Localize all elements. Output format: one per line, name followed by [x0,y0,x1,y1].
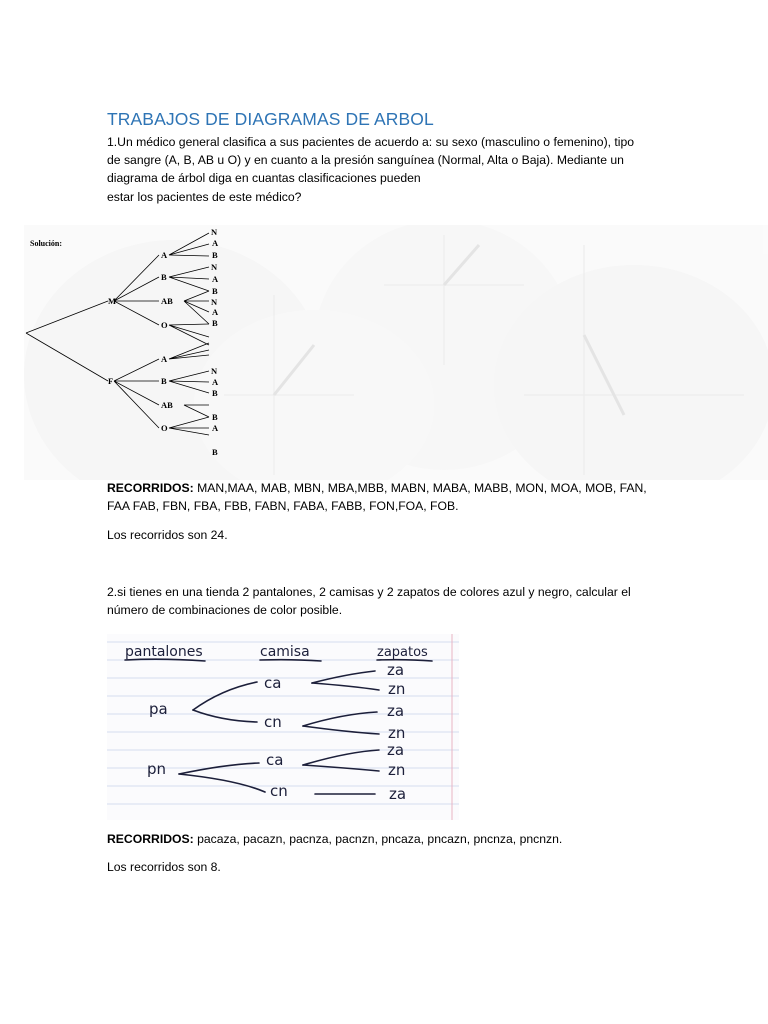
pressure-label-a: A [212,377,219,387]
problem-2-total: Los recorridos son 8. [107,860,221,874]
pressure-label-n: N [211,366,218,376]
shoe-label-zn: zn [388,724,406,742]
problem-2-statement [107,583,667,619]
problem-1-line: estar los pacientes de este médico? [107,189,302,204]
pressure-label-a: A [212,423,219,433]
recorridos-line [107,479,667,497]
pants-label-pn: pn [147,760,167,778]
shoe-label-za: za [387,741,405,759]
blood-label-b: B [161,272,167,282]
blood-type-tree-diagram [24,225,768,480]
shirt-label-ca: ca [266,751,284,769]
recorridos-values: MAN,MAA, MAB, MBN, MBA,MBB, MABN, MABA, MABB, MON, MOA, MOB, FAN, [197,481,647,495]
blood-label-ab: AB [161,296,173,306]
header-camisa: camisa [260,644,310,660]
pressure-label-n: N [211,297,218,307]
pressure-label-a: A [212,238,219,248]
blood-label-b: B [161,376,167,386]
recorridos-values: pacaza, pacazn, pacnza, pacnzn, pncaza, pncazn, pncnza, pncnzn. [197,832,563,846]
sex-label-m: M [108,296,117,306]
pressure-label-b: B [212,447,218,457]
pressure-label-a: A [212,274,219,284]
pressure-label-n: N [211,227,218,237]
blood-label-ab: AB [161,400,173,410]
pants-label-pa: pa [149,700,168,718]
blood-label-o: O [161,320,168,330]
shoe-label-za: za [387,661,405,679]
watermark-background [24,225,768,480]
pressure-label-b: B [212,412,218,422]
shoe-label-za: za [387,702,405,720]
shoe-label-zn: zn [388,761,406,779]
blood-label-a: A [161,250,168,260]
problem-1-line: de sangre (A, B, AB u O) y en cuanto a la presión sanguínea (Normal, Alta o Baja). Mediante un [107,153,624,168]
recorridos-line: FAA FAB, FBN, FBA, FBB, FABN, FABA, FABB, FON,FOA, FOB. [107,499,459,514]
sex-label-f: F [108,376,114,386]
blood-label-a: A [161,354,168,364]
recorridos-line [107,830,667,848]
recorridos-label: RECORRIDOS: [107,481,194,495]
recorridos-label: RECORRIDOS: [107,832,194,846]
shoe-label-zn: zn [388,680,406,698]
pressure-label-b: B [212,286,218,296]
problem-1-line: 1.Un médico general clasifica a sus pacientes de acuerdo a: su sexo (masculino o femenino), tipo [107,135,635,149]
problem-2-line: número de combinaciones de color posible. [107,603,343,618]
shirt-label-cn: cn [264,713,282,731]
solution-label: Solución: [30,239,63,248]
problem-1-total: Los recorridos son 24. [107,528,228,542]
pressure-label-b: B [212,318,218,328]
header-pantalones: pantalones [125,644,203,660]
shirt-label-ca: ca [264,674,282,692]
page-title: TRABAJOS DE DIAGRAMAS DE ARBOL [107,109,434,129]
shoe-label-za: za [389,785,407,803]
shirt-label-cn: cn [270,782,288,800]
header-zapatos: zapatos [377,645,428,660]
problem-2-line: 2.si tienes en una tienda 2 pantalones, 2 camisas y 2 zapatos de colores azul y negro, calcular el [107,585,631,599]
blood-label-o: O [161,423,168,433]
problem-2-recorridos [107,830,667,848]
problem-1-statement [107,133,667,206]
pressure-label-a: A [212,307,219,317]
problem-1-recorridos [107,479,667,515]
pressure-label-n: N [211,262,218,272]
pressure-label-b: B [212,388,218,398]
problem-1-line: diagrama de árbol diga en cuantas clasificaciones pueden [107,171,421,186]
clothing-tree-diagram [107,634,459,820]
pressure-label-b: B [212,250,218,260]
